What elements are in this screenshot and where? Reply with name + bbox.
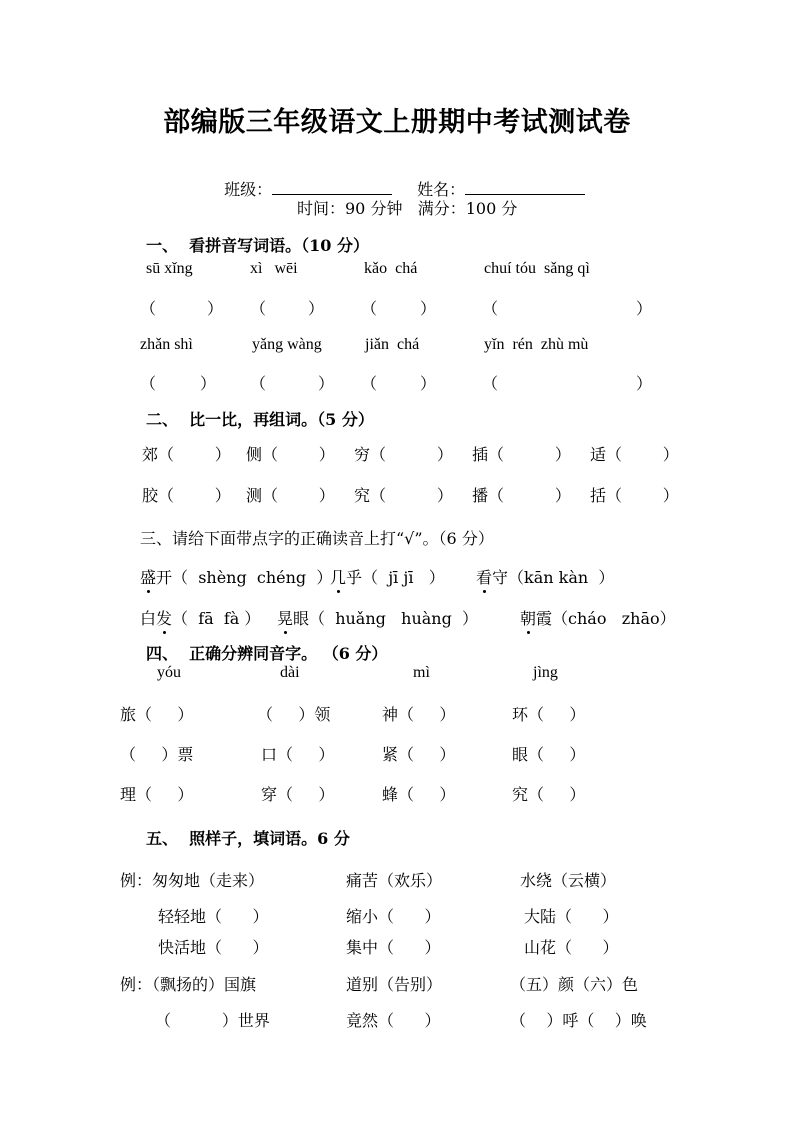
- dotted-char: 发: [156, 606, 172, 629]
- section5-heading: 五、 照样子，填词语。6 分: [146, 829, 350, 848]
- dotted-char: 看: [476, 565, 492, 588]
- example-item: 道别（告别）: [346, 975, 443, 994]
- answer-paren-close: ）: [308, 299, 325, 318]
- homophone-item: 眼（ ）: [512, 745, 586, 764]
- reading-options[interactable]: 开（ shèng chéng ）: [156, 568, 333, 587]
- pinyin-item: xì wēi: [250, 260, 298, 277]
- dotted-char: 晃: [277, 606, 293, 629]
- homophone-pinyin: dài: [280, 664, 300, 681]
- example-item: 例：匆匆地（走来）: [120, 871, 265, 890]
- fill-item: 缩小（ ）: [346, 907, 441, 926]
- compare-item: 侧（ ）: [246, 445, 335, 464]
- compare-item: 测（ ）: [246, 486, 335, 505]
- section4-heading: 四、 正确分辨同音字。 （6 分）: [146, 644, 388, 663]
- pinyin-item: kǎo chá: [364, 260, 418, 277]
- reading-options[interactable]: （ fā fà ）: [172, 609, 261, 628]
- answer-paren-open: （: [482, 299, 499, 318]
- compare-item: 究（ ）: [354, 486, 453, 505]
- compare-item: 郊（ ）: [142, 445, 231, 464]
- homophone-item: 旅（ ）: [120, 705, 194, 724]
- reading-item: [330, 565, 445, 588]
- reading-item: [476, 565, 614, 588]
- pinyin-item: yǎng wàng: [252, 336, 322, 353]
- page-title: 部编版三年级语文上册期中考试测试卷: [163, 107, 631, 138]
- fill-item: 集中（ ）: [346, 938, 441, 957]
- pinyin-item: chuí tóu sǎng qì: [484, 260, 590, 277]
- homophone-item: 紧（ ）: [382, 745, 456, 764]
- pinyin-item: sū xǐng: [146, 260, 193, 277]
- homophone-pinyin: mì: [413, 664, 430, 681]
- fill-item: （ ）世界: [155, 1011, 270, 1030]
- reading-options[interactable]: 守（kān kàn ）: [492, 568, 615, 587]
- name-label: 姓名：: [417, 180, 466, 199]
- class-field: [214, 158, 392, 200]
- compare-item: 播（ ）: [472, 486, 571, 505]
- homophone-pinyin: yóu: [157, 664, 181, 681]
- dotted-char: 盛: [140, 565, 156, 588]
- answer-paren-open: （: [361, 374, 378, 393]
- fill-item: （ ）呼（ ）唤: [510, 1011, 647, 1030]
- homophone-item: 究（ ）: [512, 785, 586, 804]
- homophone-item: （ ）票: [120, 745, 194, 764]
- reading-item: [140, 565, 332, 588]
- answer-paren-open: （: [140, 299, 157, 318]
- dotted-char: 几: [330, 565, 346, 588]
- fill-item: 大陆（ ）: [524, 907, 619, 926]
- name-blank[interactable]: [465, 180, 585, 195]
- section1-heading: 一、 看拼音写词语。（10 分）: [146, 236, 369, 255]
- homophone-item: 环（ ）: [512, 705, 586, 724]
- homophone-item: 口（ ）: [261, 745, 335, 764]
- fill-item: 竟然（ ）: [346, 1011, 441, 1030]
- fill-item: 山花（ ）: [524, 938, 619, 957]
- homophone-item: 穿（ ）: [261, 785, 335, 804]
- answer-paren-close: ）: [636, 299, 653, 318]
- reading-item: [520, 606, 676, 629]
- answer-paren-open: （: [140, 374, 157, 393]
- homophone-item: （ ）领: [257, 705, 331, 724]
- fill-item: 快活地（ ）: [158, 938, 269, 957]
- answer-paren-open: （: [361, 299, 378, 318]
- homophone-item: 蜂（ ）: [382, 785, 456, 804]
- reading-options[interactable]: 乎（ jī jī ）: [346, 568, 445, 587]
- name-field: [407, 158, 585, 200]
- section2-heading: 二、 比一比，再组词。（5 分）: [146, 410, 374, 429]
- example-item: 水绕（云横）: [520, 871, 617, 890]
- compare-item: 穷（ ）: [354, 445, 453, 464]
- answer-paren-close: ）: [420, 374, 437, 393]
- answer-paren-open: （: [250, 374, 267, 393]
- answer-paren-close: ）: [318, 374, 335, 393]
- reading-options[interactable]: 眼（ huǎng huàng ）: [293, 609, 479, 628]
- reading-prefix: 白: [140, 609, 157, 628]
- reading-options[interactable]: 霞（cháo zhāo）: [536, 609, 676, 628]
- compare-item: 括（ ）: [590, 486, 679, 505]
- compare-item: 适（ ）: [590, 445, 679, 464]
- dotted-char: 朝: [520, 606, 536, 629]
- time-info: 时间：90 分钟 满分：100 分: [297, 199, 518, 218]
- compare-item: 胶（ ）: [142, 486, 231, 505]
- answer-paren-close: ）: [636, 374, 653, 393]
- fill-item: 轻轻地（ ）: [158, 907, 269, 926]
- homophone-item: 神（ ）: [382, 705, 456, 724]
- example-item: 痛苦（欢乐）: [346, 871, 443, 890]
- compare-item: 插（ ）: [472, 445, 571, 464]
- example-item: 例：（飘扬的）国旗: [120, 975, 257, 994]
- homophone-item: 理（ ）: [120, 785, 194, 804]
- answer-paren-close: ）: [420, 299, 437, 318]
- pinyin-item: jiǎn chá: [365, 336, 420, 353]
- class-label: 班级：: [224, 180, 273, 199]
- reading-item: [140, 606, 260, 629]
- reading-item: [277, 606, 478, 629]
- answer-paren-open: （: [250, 299, 267, 318]
- section3-heading: 三、请给下面带点字的正确读音上打“√”。（6 分）: [140, 529, 494, 548]
- class-blank[interactable]: [272, 180, 392, 195]
- answer-paren-close: ）: [200, 374, 217, 393]
- answer-paren-close: ）: [207, 299, 224, 318]
- homophone-pinyin: jìng: [533, 664, 558, 681]
- pinyin-item: zhǎn shì: [140, 336, 193, 353]
- example-item: （五）颜（六）色: [510, 975, 639, 994]
- answer-paren-open: （: [482, 374, 499, 393]
- pinyin-item: yǐn rén zhù mù: [484, 336, 589, 353]
